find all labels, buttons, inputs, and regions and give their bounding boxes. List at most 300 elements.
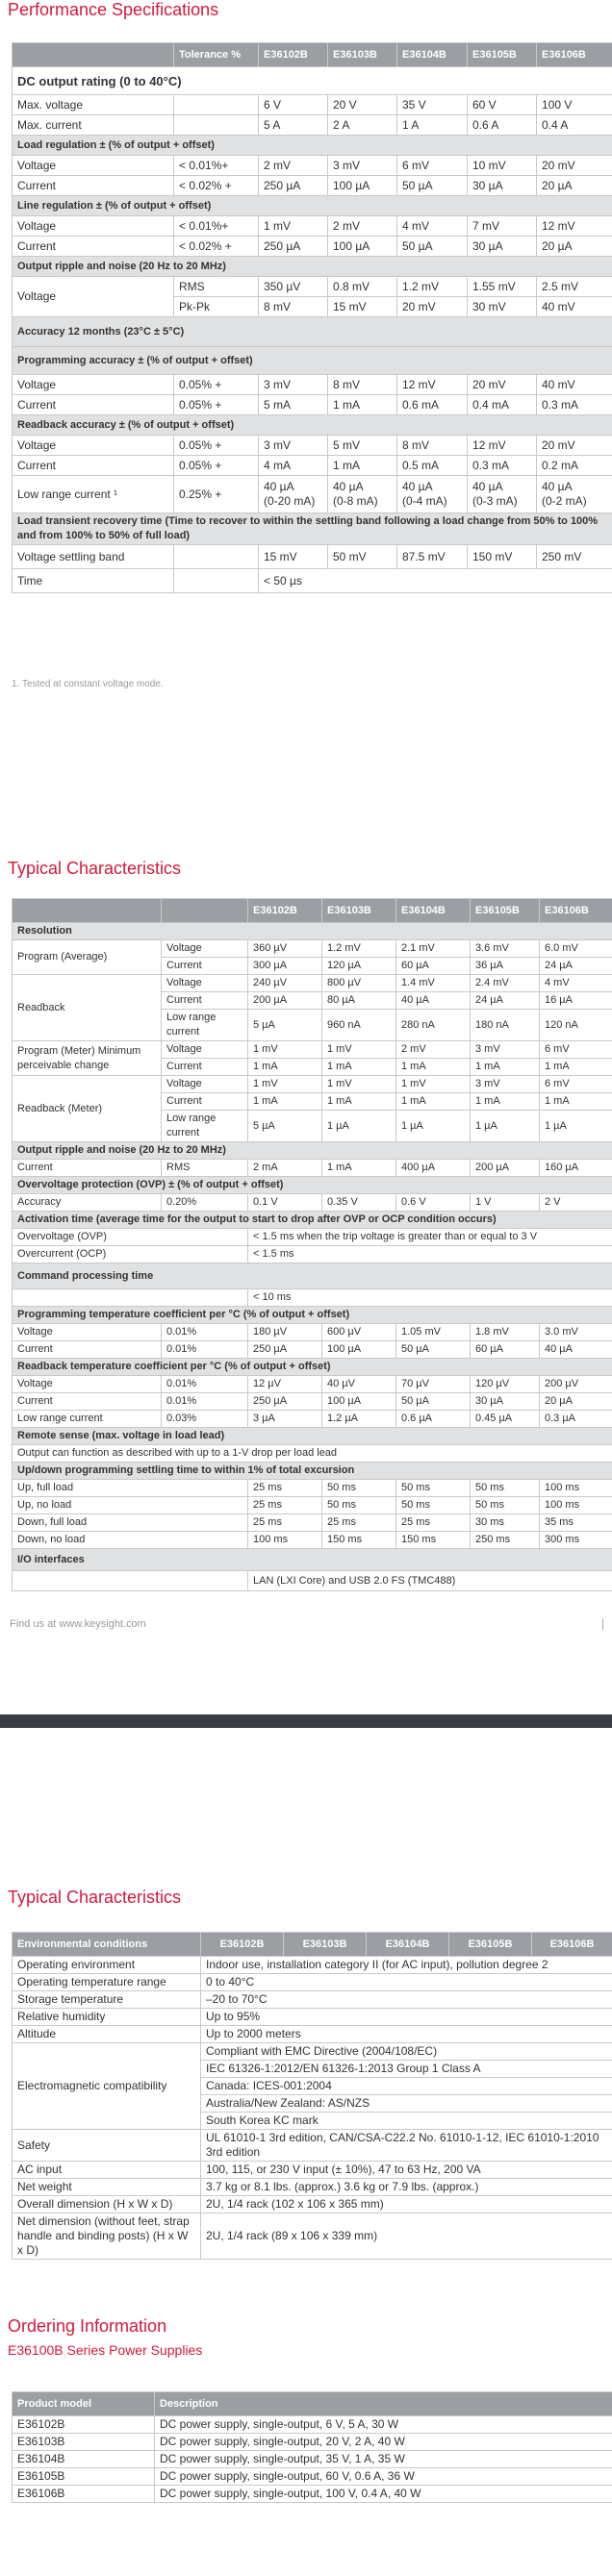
- table-row: [13, 176, 612, 196]
- cell: 150 ms: [396, 1532, 471, 1549]
- cell: 280 nA: [396, 1010, 471, 1041]
- row-label: Voltage: [13, 436, 174, 456]
- row-label: Max. voltage: [13, 95, 174, 115]
- group-title: Load transient recovery time (Time to recover to within the settling band following a load change from 50% to 100% and from 100% to 50% of full load): [13, 513, 612, 545]
- cell: 25 ms: [248, 1480, 322, 1497]
- table-row: [13, 436, 612, 456]
- cell: 2 mA: [248, 1160, 322, 1177]
- table-row: [13, 216, 612, 237]
- cell: 2 mV: [396, 1041, 471, 1059]
- cell: 1 A: [397, 115, 468, 136]
- cell: 100 µA: [328, 237, 397, 257]
- typ1-header: E36103B: [322, 899, 396, 923]
- cell: 35 V: [397, 95, 468, 115]
- group-title: Output ripple and noise (20 Hz to 20 MHz): [13, 1142, 612, 1160]
- cell: 1.8 mV: [471, 1324, 540, 1341]
- sub-label: Current: [162, 1093, 248, 1111]
- row-label: Readback: [13, 975, 162, 1041]
- sub-label: Current: [162, 958, 248, 975]
- row-label: Up, no load: [13, 1497, 248, 1514]
- ordering-header: Product model: [13, 2392, 155, 2416]
- group-title: Remote sense (max. voltage in load lead): [13, 1428, 612, 1445]
- row-label: Current: [13, 1341, 162, 1359]
- cell: 50 ms: [322, 1480, 396, 1497]
- cell: 1 V: [471, 1194, 540, 1212]
- product-description: DC power supply, single-output, 6 V, 5 A, 30 W: [155, 2416, 612, 2434]
- cell: –20 to 70°C: [201, 1991, 612, 2009]
- table-row: [13, 569, 612, 593]
- cell: 4 mV: [540, 975, 612, 992]
- cell: 100 ms: [248, 1532, 322, 1549]
- perf-header: E36102B: [259, 43, 328, 67]
- cell: 2 mV: [259, 156, 328, 176]
- cell: 40 µA (0-4 mA): [397, 476, 468, 513]
- cell: 1 mA: [471, 1093, 540, 1111]
- row-label: Time: [13, 569, 174, 593]
- row-label: Voltage: [13, 375, 174, 395]
- sub-label: 0.01%: [162, 1341, 248, 1359]
- product-description: DC power supply, single-output, 20 V, 2 A, 40 W: [155, 2434, 612, 2451]
- footer-divider: |: [601, 1618, 604, 1630]
- cell: 25 ms: [248, 1514, 322, 1532]
- cell: 600 µV: [322, 1324, 396, 1341]
- cell: 1 mV: [322, 1041, 396, 1059]
- product-description: DC power supply, single-output, 35 V, 1 A, 35 W: [155, 2451, 612, 2468]
- cell: 350 µV: [259, 277, 328, 297]
- cell: 5 µA: [248, 1111, 322, 1142]
- cell: 1.2 µA: [322, 1411, 396, 1428]
- product-description: DC power supply, single-output, 100 V, 0.4 A, 40 W: [155, 2486, 612, 2503]
- cell: 20 µA: [537, 176, 612, 196]
- group-title: Accuracy 12 months (23°C ± 5°C): [13, 317, 612, 347]
- cell: 20 mV: [397, 297, 468, 317]
- sub-label: 0.01%: [162, 1393, 248, 1411]
- cell: 3 µA: [248, 1411, 322, 1428]
- cell: < 10 ms: [248, 1289, 612, 1307]
- cell: 1.55 mV: [468, 277, 537, 297]
- table-row: [13, 375, 612, 395]
- cell: 200 µV: [540, 1376, 612, 1393]
- env-header: E36104B: [367, 1933, 449, 1957]
- cell: UL 61010-1 3rd edition, CAN/CSA-C22.2 No. 61010-1-12, IEC 61010-1:2010 3rd edition: [201, 2130, 612, 2162]
- cell: 8 mV: [328, 375, 397, 395]
- sub-label: Voltage: [162, 1076, 248, 1093]
- footnote: 1. Tested at constant voltage mode.: [12, 679, 164, 689]
- cell: 30 µA: [471, 1393, 540, 1411]
- cell: LAN (LXI Core) and USB 2.0 FS (TMC488): [248, 1571, 612, 1591]
- cell: 50 ms: [471, 1480, 540, 1497]
- cell: 25 ms: [322, 1514, 396, 1532]
- cell: 0.35 V: [322, 1194, 396, 1212]
- cell: 1 mA: [471, 1059, 540, 1076]
- cell: 1 mA: [328, 395, 397, 415]
- cell: 250 µA: [259, 176, 328, 196]
- row-label: Storage temperature: [13, 1991, 201, 2009]
- group-title: Up/down programming settling time to within 1% of total excursion: [13, 1463, 612, 1480]
- cell: 0.5 mA: [397, 456, 468, 476]
- table-row: [13, 277, 612, 297]
- cell: 30 ms: [471, 1514, 540, 1532]
- sub-label: Low range current: [162, 1010, 248, 1041]
- cell: Up to 2000 meters: [201, 2026, 612, 2043]
- cell: 12 mV: [537, 216, 612, 237]
- cell: 0.6 A: [468, 115, 537, 136]
- cell: 3.7 kg or 8.1 lbs. (approx.) 3.6 kg or 7.9 lbs. (approx.): [201, 2179, 612, 2196]
- cell: 250 ms: [471, 1532, 540, 1549]
- cell: 100 µA: [322, 1393, 396, 1411]
- cell: 2U, 1/4 rack (102 x 106 x 365 mm): [201, 2196, 612, 2213]
- cell: 1 mA: [328, 456, 397, 476]
- cell: 24 µA: [471, 992, 540, 1010]
- row-label: Operating temperature range: [13, 1974, 201, 1991]
- cell: 0.45 µA: [471, 1411, 540, 1428]
- cell: 360 µV: [248, 940, 322, 958]
- row-label: Voltage: [13, 277, 174, 317]
- sub-label: 0.20%: [162, 1194, 248, 1212]
- cell: 12 µV: [248, 1376, 322, 1393]
- cell: 20 mV: [537, 156, 612, 176]
- ordering-subtitle: E36100B Series Power Supplies: [8, 2342, 203, 2358]
- cell: 1 µA: [540, 1111, 612, 1142]
- cell: 5 mV: [328, 436, 397, 456]
- row-label: Relative humidity: [13, 2009, 201, 2026]
- cell: 1 mA: [396, 1059, 471, 1076]
- cell: 50 ms: [396, 1480, 471, 1497]
- sub-label: 0.03%: [162, 1411, 248, 1428]
- cell: 6.0 mV: [540, 940, 612, 958]
- cell: 1 mA: [322, 1059, 396, 1076]
- row-label: Current: [13, 237, 174, 257]
- perf-header: Tolerance %: [174, 43, 259, 67]
- cell: 250 µA: [259, 237, 328, 257]
- ordering-header: Description: [155, 2392, 612, 2416]
- cell: 0.6 V: [396, 1194, 471, 1212]
- cell: 0 to 40°C: [201, 1974, 612, 1991]
- tolerance: < 0.01%+: [174, 156, 259, 176]
- cell: 2.4 mV: [471, 975, 540, 992]
- row-label: Down, no load: [13, 1532, 248, 1549]
- perf-header: E36105B: [468, 43, 537, 67]
- cell: 60 µA: [396, 958, 471, 975]
- row-label: Current: [13, 1393, 162, 1411]
- cell: 120 µA: [322, 958, 396, 975]
- table-row: [13, 95, 612, 115]
- group-title: Line regulation ± (% of output + offset): [13, 196, 612, 216]
- cell: 12 mV: [468, 436, 537, 456]
- cell: 0.3 mA: [468, 456, 537, 476]
- cell: 7 mV: [468, 216, 537, 237]
- typ1-header: [162, 899, 248, 923]
- cell: 1.2 mV: [397, 277, 468, 297]
- row-label: Voltage: [13, 216, 174, 237]
- cell: 1 mV: [248, 1076, 322, 1093]
- cell: 1 mV: [248, 1041, 322, 1059]
- sub-label: 0.01%: [162, 1376, 248, 1393]
- cell: 3 mV: [259, 436, 328, 456]
- product-model: E36102B: [13, 2416, 155, 2434]
- cell: 40 mV: [537, 375, 612, 395]
- cell: 4 mV: [397, 216, 468, 237]
- cell: 150 ms: [322, 1532, 396, 1549]
- cell: 0.6 mA: [397, 395, 468, 415]
- cell: 1 mA: [540, 1059, 612, 1076]
- group-title: Resolution: [13, 923, 612, 940]
- cell: 30 µA: [468, 176, 537, 196]
- env-header: E36102B: [201, 1933, 284, 1957]
- row-label: Operating environment: [13, 1957, 201, 1974]
- env-header: E36106B: [532, 1933, 612, 1957]
- cell: 6 mV: [540, 1076, 612, 1093]
- cell: 1 µA: [396, 1111, 471, 1142]
- cell: 0.3 µA: [540, 1411, 612, 1428]
- sub-label: Voltage: [162, 1041, 248, 1059]
- cell: 20 mV: [537, 436, 612, 456]
- cell: 40 µA: [396, 992, 471, 1010]
- cell: < 1.5 ms when the trip voltage is greater than or equal to 3 V: [248, 1229, 612, 1246]
- cell: 35 ms: [540, 1514, 612, 1532]
- perf-header: [13, 43, 174, 67]
- cell: 50 µA: [397, 176, 468, 196]
- env-header: Environmental conditions: [13, 1933, 201, 1957]
- row-label: Down, full load: [13, 1514, 248, 1532]
- cell: 1 mV: [259, 216, 328, 237]
- typ2-title: Typical Characteristics: [8, 1888, 182, 1907]
- cell: 120 µV: [471, 1376, 540, 1393]
- cell: 240 µV: [248, 975, 322, 992]
- cell: 1 µA: [322, 1111, 396, 1142]
- typ1-title: Typical Characteristics: [8, 859, 182, 878]
- product-description: DC power supply, single-output, 60 V, 0.6 A, 36 W: [155, 2468, 612, 2486]
- row-label: Up, full load: [13, 1480, 248, 1497]
- cell: Output can function as described with up to a 1-V drop per load lead: [13, 1445, 612, 1463]
- cell: 3 mV: [471, 1076, 540, 1093]
- env-header: E36103B: [284, 1933, 367, 1957]
- cell: 2.1 mV: [396, 940, 471, 958]
- tolerance: < 0.01%+: [174, 216, 259, 237]
- cell: 1 mA: [396, 1093, 471, 1111]
- cell: Compliant with EMC Directive (2004/108/EC): [201, 2043, 612, 2061]
- row-label: Voltage: [13, 156, 174, 176]
- cell: < 50 µs: [259, 569, 612, 593]
- row-label: AC input: [13, 2162, 201, 2179]
- group-title: Readback accuracy ± (% of output + offset): [13, 415, 612, 436]
- cell: 960 nA: [322, 1010, 396, 1041]
- row-label: Max. current: [13, 115, 174, 136]
- cell: 40 µA (0-8 mA): [328, 476, 397, 513]
- row-label: Low range current: [13, 1411, 162, 1428]
- cell: South Korea KC mark: [201, 2113, 612, 2130]
- tolerance: 0.25% +: [174, 476, 259, 513]
- cell: 160 µA: [540, 1160, 612, 1177]
- cell: 40 µA (0-2 mA): [537, 476, 612, 513]
- cell: 100 µA: [328, 176, 397, 196]
- footer-link[interactable]: Find us at www.keysight.com: [10, 1618, 146, 1630]
- perf-header: E36106B: [537, 43, 612, 67]
- cell: 30 mV: [468, 297, 537, 317]
- cell: Indoor use, installation category II (for AC input), pollution degree 2: [201, 1957, 612, 1974]
- row-label: Voltage settling band: [13, 545, 174, 569]
- page-break-bar: [0, 1714, 612, 1728]
- sub-label: 0.01%: [162, 1324, 248, 1341]
- cell: 50 ms: [396, 1497, 471, 1514]
- cell: 40 µV: [322, 1376, 396, 1393]
- row-label: Net weight: [13, 2179, 201, 2196]
- cell: 0.1 V: [248, 1194, 322, 1212]
- row-label: Program (Average): [13, 940, 162, 975]
- cell: 3 mV: [471, 1041, 540, 1059]
- ordering-table: [12, 2391, 612, 2503]
- row-label: Current: [13, 1160, 162, 1177]
- row-label: Overvoltage (OVP): [13, 1229, 248, 1246]
- cell: 800 µV: [322, 975, 396, 992]
- sub-label: Low range current: [162, 1111, 248, 1142]
- cell: 200 µA: [471, 1160, 540, 1177]
- cell: 5 µA: [248, 1010, 322, 1041]
- cell: 25 ms: [248, 1497, 322, 1514]
- cell: 100 ms: [540, 1480, 612, 1497]
- cell: 3 mV: [328, 156, 397, 176]
- row-label: Net dimension (without feet, strap handle and binding posts) (H x W x D): [13, 2213, 201, 2260]
- sub-label: Voltage: [162, 940, 248, 958]
- cell: 400 µA: [396, 1160, 471, 1177]
- cell: 1 mV: [322, 1076, 396, 1093]
- product-model: E36106B: [13, 2486, 155, 2503]
- cell: 1 mA: [322, 1160, 396, 1177]
- cell: 3.6 mV: [471, 940, 540, 958]
- row-label: Safety: [13, 2130, 201, 2162]
- cell: 12 mV: [397, 375, 468, 395]
- cell: 2 V: [540, 1194, 612, 1212]
- tolerance: < 0.02% +: [174, 176, 259, 196]
- cell: 100 ms: [540, 1497, 612, 1514]
- table-row: [13, 156, 612, 176]
- cell: 300 ms: [540, 1532, 612, 1549]
- cell: 200 µA: [248, 992, 322, 1010]
- row-label: Overall dimension (H x W x D): [13, 2196, 201, 2213]
- product-model: E36105B: [13, 2468, 155, 2486]
- cell: 25 ms: [396, 1514, 471, 1532]
- cell: 0.8 mV: [328, 277, 397, 297]
- tolerance: RMS: [174, 277, 259, 297]
- row-label: Altitude: [13, 2026, 201, 2043]
- env-header: E36105B: [449, 1933, 532, 1957]
- cell: 250 µA: [248, 1393, 322, 1411]
- cell: 40 µA (0-3 mA): [468, 476, 537, 513]
- cell: 10 mV: [468, 156, 537, 176]
- cell: 60 µA: [471, 1341, 540, 1359]
- cell: 250 mV: [537, 545, 612, 569]
- cell: 100 µA: [322, 1341, 396, 1359]
- cell: Australia/New Zealand: AS/NZS: [201, 2095, 612, 2113]
- group-title: Overvoltage protection (OVP) ± (% of output + offset): [13, 1177, 612, 1194]
- group-title: Output ripple and noise (20 Hz to 20 MHz): [13, 257, 612, 277]
- cell: 8 mV: [397, 436, 468, 456]
- cell: 180 nA: [471, 1010, 540, 1041]
- dc-rating-title: DC output rating (0 to 40°C): [13, 67, 612, 95]
- table-row: [13, 476, 612, 513]
- cell: IEC 61326-1:2012/EN 61326-1:2013 Group 1 Class A: [201, 2061, 612, 2078]
- row-label: Program (Meter) Minimum perceivable change: [13, 1041, 162, 1076]
- cell: 5 A: [259, 115, 328, 136]
- cell: 0.4 A: [537, 115, 612, 136]
- cell: 6 V: [259, 95, 328, 115]
- cell: 50 µA: [396, 1341, 471, 1359]
- cell: 24 µA: [540, 958, 612, 975]
- cell: 3.0 mV: [540, 1324, 612, 1341]
- cell: 50 µA: [397, 237, 468, 257]
- group-title: Programming temperature coefficient per °C (% of output + offset): [13, 1307, 612, 1324]
- row-label: Accuracy: [13, 1194, 162, 1212]
- cell: < 1.5 ms: [248, 1246, 612, 1263]
- cell: Canada: ICES-001:2004: [201, 2078, 612, 2095]
- cell: 5 mA: [259, 395, 328, 415]
- table-row: [13, 395, 612, 415]
- cell: 50 µA: [396, 1393, 471, 1411]
- ordering-title: Ordering Information: [8, 2316, 167, 2336]
- group-title: I/O interfaces: [13, 1549, 612, 1571]
- dc-rating-row: [13, 67, 612, 95]
- typ1-header: E36106B: [540, 899, 612, 923]
- cell: 16 µA: [540, 992, 612, 1010]
- cell: 40 µA: [540, 1341, 612, 1359]
- tolerance: 0.05% +: [174, 456, 259, 476]
- cell: 1.2 mV: [322, 940, 396, 958]
- table-row: [13, 115, 612, 136]
- cell: 20 µA: [537, 237, 612, 257]
- product-model: E36103B: [13, 2434, 155, 2451]
- cell: 1 mV: [396, 1076, 471, 1093]
- perf-header-row: [13, 43, 612, 67]
- sub-label: RMS: [162, 1160, 248, 1177]
- typ1-header: E36105B: [471, 899, 540, 923]
- row-label: Current: [13, 395, 174, 415]
- row-label: Overcurrent (OCP): [13, 1246, 248, 1263]
- cell: 0.3 mA: [537, 395, 612, 415]
- cell: 1 mA: [248, 1059, 322, 1076]
- perf-header: E36103B: [328, 43, 397, 67]
- cell: 100 V: [537, 95, 612, 115]
- group-title: Load regulation ± (% of output + offset): [13, 136, 612, 156]
- cell: 0.2 mA: [537, 456, 612, 476]
- cell: 0.4 mA: [468, 395, 537, 415]
- typ1-header: E36104B: [396, 899, 471, 923]
- cell: 50 ms: [322, 1497, 396, 1514]
- tolerance: 0.05% +: [174, 375, 259, 395]
- cell: 180 µV: [248, 1324, 322, 1341]
- cell: 15 mV: [328, 297, 397, 317]
- cell: Up to 95%: [201, 2009, 612, 2026]
- row-label: Electromagnetic compatibility: [13, 2043, 201, 2130]
- row-label: Current: [13, 176, 174, 196]
- cell: 120 nA: [540, 1010, 612, 1041]
- cell: 6 mV: [397, 156, 468, 176]
- cell: 250 µA: [248, 1341, 322, 1359]
- cell: 4 mA: [259, 456, 328, 476]
- cell: 8 mV: [259, 297, 328, 317]
- row-label: Readback (Meter): [13, 1076, 162, 1142]
- cell: 6 mV: [540, 1041, 612, 1059]
- perf-title: Performance Specifications: [8, 0, 219, 19]
- group-title: Readback temperature coefficient per °C (% of output + offset): [13, 1359, 612, 1376]
- cell: 40 µA (0-20 mA): [259, 476, 328, 513]
- table-row: [13, 545, 612, 569]
- perf-header: E36104B: [397, 43, 468, 67]
- cell: 2 A: [328, 115, 397, 136]
- cell: 40 mV: [537, 297, 612, 317]
- sub-label: Voltage: [162, 975, 248, 992]
- cell: 20 mV: [468, 375, 537, 395]
- cell: 2.5 mV: [537, 277, 612, 297]
